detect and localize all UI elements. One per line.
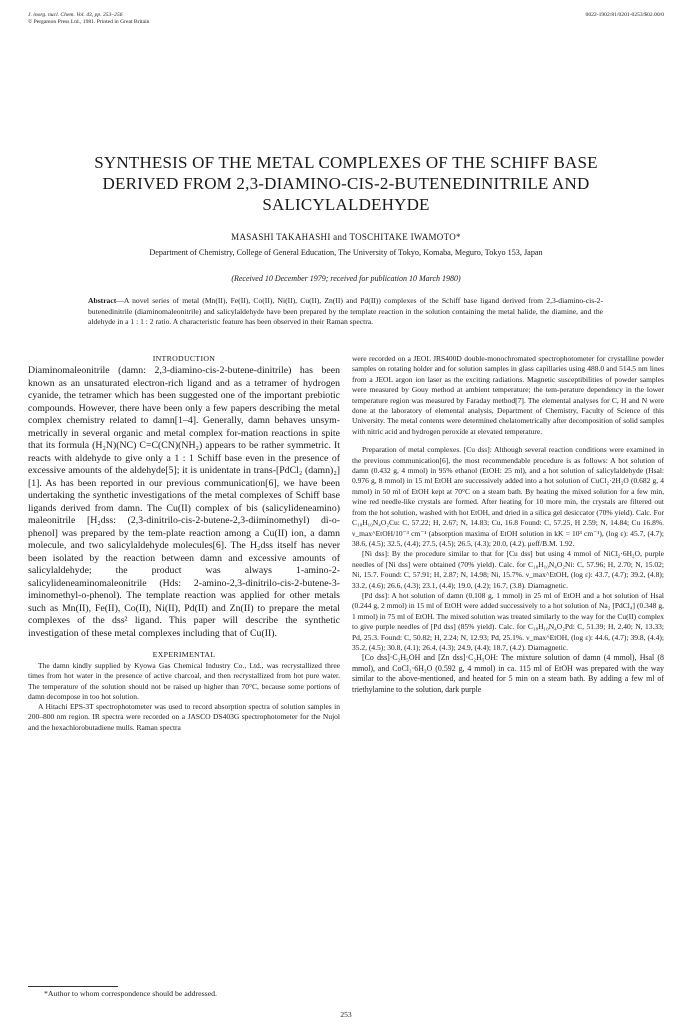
right-column: [352, 354, 664, 695]
paper-title: SYNTHESIS OF THE METAL COMPLEXES OF THE SCHIFF BASE DERIVED FROM 2,3-DIAMINO-CIS-2-BUTENEDINITRILE AND SALICYLALDEHYDE: [94, 153, 598, 214]
abstract: [88, 296, 603, 328]
journal-code: 0022-1902/81/0201-0253/$02.00/0: [585, 12, 664, 18]
experimental-paragraph-2: A Hitachi EPS-3T spectrophotometer was used to record absorption spectra of solution samples in 200–800 nm region. IR spectra were recorded on a JASCO DS403G spectrophotometer for the Nujol and the hexachlorobutadiene mulls. Raman spectra: [28, 702, 340, 732]
intro-heading: INTRODUCTION: [152, 354, 216, 363]
affiliation: Department of Chemistry, College of General Education, The University of Tokyo, Komaba, Meguro, Tokyo 153, Japan: [149, 248, 543, 257]
received-dates: (Received 10 December 1979; received for publication 10 March 1980): [231, 274, 461, 283]
page-number: 253: [340, 1010, 352, 1019]
right-paragraph-4: [Pd dss]: A hot solution of damn (0.108 g, 1 mmol) in 25 ml of EtOH and a hot solution of Hsal (0.244 g, 2 mmol) in 15 ml of EtOH were added successively to a hot solution of Na₂ [PdCl₄] (0.348 g, 1 mmol) in 75 ml of EtOH. The mixed solution was treated similarly to the way for the Cu(II) complex to give purple needles of [Pd dss] (85% yield). Calc. for C₁₈H₁₀N₄O₂Pd: C, 51.39; H, 2.40; N, 13.33; Pd, 25.3. Found: C, 50.82; H, 2.24; N, 12.93; Pd, 25.1%. ν_max^EtOH, (log ε): 44.6, (4.7); 39.8, (4.4); 35.2, (4.5); 30.8, (4.1); 26.4, (4.3); 24.9, (4.4); 18.7, (4.2). Diamagnetic.: [352, 590, 664, 652]
journal-line-1: J. inorg. nucl. Chem. Vol. 43, pp. 253–256: [28, 12, 123, 18]
experimental-paragraph-1: The damn kindly supplied by Kyowa Gas Chemical Industry Co., Ltd., was recrystallized three times from hot water in the presence of active charcoal, and then recrystallized from hot pure water. The temperature of the solution should not be raised up higher than 70°C, because some portions of damn decompose in too hot solution.: [28, 661, 340, 701]
experimental-heading: EXPERIMENTAL: [152, 650, 216, 659]
journal-citation: [28, 12, 149, 26]
abstract-label: Abstract: [88, 296, 117, 305]
footnote-rule: [28, 986, 118, 987]
right-paragraph-1: were recorded on a JEOL JRS400D double-monochromated spectrophotometer for crystalline powder samples on rotating holder and for solution samples in glass capillaries using 488.0 and 514.5 nm lines from a JEOL argon ion laser as the exciting radiations. Magnetic susceptibilities of powder samples were measured by Gouy method at ambient temperature; the tem-perature dependency in the lower temperature region was measured by Faraday method[7]. The elemental analyses for C, H and N were done at the laboratory of elemental analysis, Department of Chemistry, Faculty of Science of this University. The metal contents were determined chelatometrically after decomposition of solid samples with nitric acid and hydrogen peroxide at elevated temperature.: [352, 354, 664, 436]
right-paragraph-5: [Co dss]·C₂H₅OH and [Zn dss]·C₂H₅OH: The mixture solution of damn (4 mmol), Hsal (8 mmol), and CoCl₂·6H₂O (0.592 g, 4 mmol) in ca. 115 ml of EtOH was prepared with the way similar to the above-mentioned, and heated for 5 min on a steam bath. By adding a few ml of triethylamine to the solution, dark purple: [352, 653, 664, 694]
intro-text: Diaminomaleonitrile (damn: 2,3-diamino-cis-2-butene-dinitrile) has been known as an unsaturated electron-rich ligand and as a tetramer of hydrogen cyanide, the tetramer which has been suggested one of the important prebiotic compounds. However, there have been only a few papers describing the metal complex chemistry related to damn[1–4]. Generally, damn behaves unsym-metrically in several organic and metal complex for-mation reactions in spite that its formula (H₂N)(NC) C=C(CN)(NH₂) appears to be rather symmetric. It reacts with aldehyde to give only a 1 : 1 Schiff base even in the presence of excessive amounts of the aldehyde[5]; it is unidentate in trans-[PdCl₂ (damn)₂][1]. As has been reported in our previous communication[6], we have been undertaking the synthetic investigations of the metal complexes of Schiff base ligands derived from damn. The Cu(II) complex of bis (salicylideneamino) maleonitrile [H₂dss: (2,3-dinitrilo-cis-2-butene-2,3-diiminomethyl) di-o-phenol] was prepared by the tem-plate reaction among a Cu(II) ion, a damn molecule, and two salicylaldehyde molecules[6]. The H₂dss itself has never been isolated by the reaction between damn and excessive amounts of salicylaldehyde; the product was always 1-amino-2-salicylideneaminomaleonitrile (Hds: 2-amino-2,3-dinitrilo-cis-2-butene-3-iminomethyl-o-phenol). The template reaction was applied for other metals such as Mn(II), Fe(II), Co(II), Ni(II), Pd(II) and Zn(II) to prepare the metal complexes of the dss² ligand. This paper will describe the synthetic investigation of these metal complexes including that of Cu(II).: [28, 365, 340, 639]
right-paragraph-3: [Ni dss]: By the procedure similar to that for [Cu dss] but using 4 mmol of NiCl₂·6H₂O, purple needles of [Ni dss] were obtained (70% yield). Calc. for C₁₈H₁₀N₄O₂Ni: C, 57.96; H, 2.70; N, 15.02; Ni, 15.7. Found: C, 57.91; H, 2.87; N, 14.98; Ni, 15.7%. ν_max^EtOH, (log ε): 43.7, (4.7); 39.2, (4.8); 33.2, (4.6); 26.6, (4.3); 23.1, (4.4); 19.0, (4.2); 16.7, (3.8). Diamagnetic.: [352, 549, 664, 590]
right-paragraph-2: Preparation of metal complexes. [Cu dss]: Although several reaction conditions were examined in the previous communication[6], the most recommendable procedure is as follows: A hot solution of damn (0.432 g, 4 mmol) in 95% ethanol (EtOH: 25 ml), and a hot solution of salicylaldehyde (Hsal: 0.976 g, 8 mmol) in 15 ml EtOH are successively added into a hot solution of CuCl₂·2H₂O (0.682 g, 4 mmol) in 50 ml of EtOH kept at 70°C on a steam bath. By heating the mixed solution for a few min, wine red needle-like crystals are formed. After heating for 10 more min, the crystals are filtered out from the hot solution, washed with hot EtOH, and dried in a silica gel desiccator (70% yield). Calc. For C₁₈H₁₀N₄O₂Cu: C, 57.22; H, 2.67; N, 14.83; Cu, 16.8 Found: C, 57.25, H 2.59; N, 14.84; Cu 16.8%. ν_max^EtOH/10⁻³ cm⁻¹ (absorption maxima of EtOH solution in kK = 10³ cm⁻¹), (log ε): 45.7, (4.7); 38.6, (4.5); 32.5, (4.4); 27.5, (4.5); 26.5, (4.3); 20.0, (4.2). μeff/B.M. 1.92.: [352, 445, 664, 548]
journal-line-2: © Pergamon Press Ltd., 1981. Printed in Great Britain: [28, 19, 150, 25]
authors: MASASHI TAKAHASHI and TOSCHITAKE IWAMOTO*: [231, 232, 461, 242]
abstract-text: —A novel series of metal (Mn(II), Fe(II), Co(II), Ni(II), Cu(II), Zn(II) and Pd(II)) complexes of the Schiff base ligand derived from 2,3-diamino-cis-2-butenedinitrile (diaminomaleonitrile) and salicylaldehyde have been prepared by the template reaction in the solution containing the metal halide, the diamine, and the aldehyde in a 1 : 1 : 2 ratio. A characteristic feature has been observed in their Raman spectra.: [88, 296, 603, 327]
left-column: [28, 354, 340, 733]
footnote: *Author to whom correspondence should be addressed.: [44, 989, 218, 998]
